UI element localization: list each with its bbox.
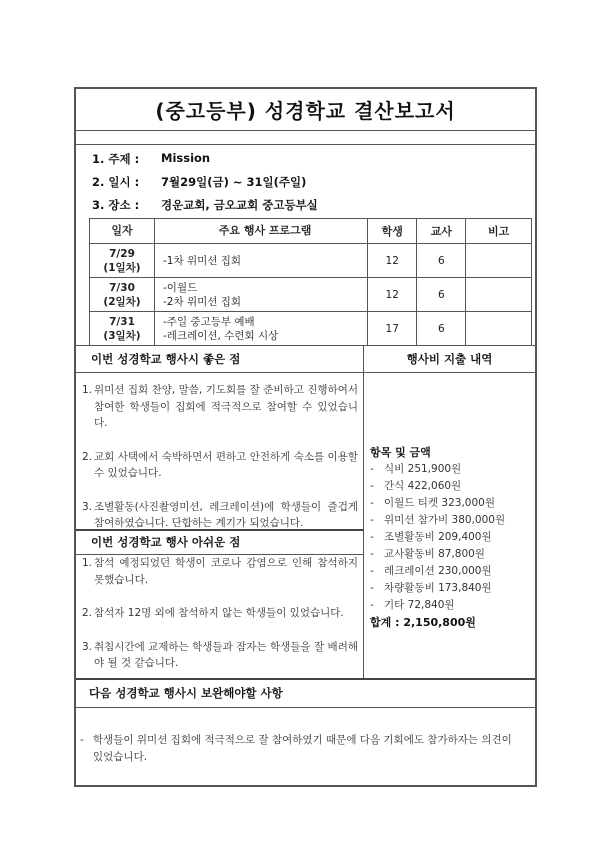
table-header-row [90,219,532,244]
col-header-program: 주요 행사 프로그램 [155,219,368,244]
good-points-list [82,382,358,532]
cell-teachers: 6 [417,244,466,278]
expenses-list [370,444,505,631]
cell-note [466,278,532,312]
date-text: 7/29 [109,247,135,260]
expense-item: - 간식 422,060원 [370,478,505,495]
expense-item: - 위미션 참가비 380,000원 [370,512,505,529]
info-label: 1. 주제 : [92,152,140,166]
expenses-heading: 행사비 지출 내역 [406,351,493,366]
program-line: -1차 위미션 집회 [163,254,242,267]
divider [76,130,535,131]
list-item [82,605,358,622]
expense-amount: 323,000원 [441,497,495,509]
cell-teachers: 6 [417,312,466,346]
program-line: -주일 중고등부 예배 [163,315,255,328]
report-title: (중고등부) 성경학교 결산보고서 [155,99,456,123]
program-line: -이월드 [163,281,198,294]
item-number: 1. [82,557,93,569]
expense-amount: 87,800원 [438,548,485,560]
cell-program [155,312,368,346]
cell-teachers: 6 [417,278,466,312]
expense-item: - 차량활동비 173,840원 [370,580,505,597]
expense-name: 차량활동비 [384,582,435,594]
expense-amount: 422,060원 [407,480,462,492]
total-amount: 2,150,800원 [403,616,476,629]
cell-note [466,244,532,278]
expense-name: 이월드 티켓 [384,497,439,509]
cell-date [90,278,155,312]
expenses-subheading: 항목 및 금액 [370,446,431,459]
info-value: 경운교회, 금오교회 중고등부실 [161,198,318,212]
divider [76,707,535,708]
item-text: 참석 예정되었던 학생이 코로나 감염으로 인해 참석하지 못했습니다. [94,557,358,586]
col-header-students: 학생 [368,219,417,244]
improvement-item: 학생들이 위미션 집회에 적극적으로 잘 참여하였기 때문에 다음 기회에도 참가하자는 의견이 있었습니다. [93,734,512,763]
info-topic [92,151,210,167]
column-divider [363,345,364,678]
expense-item: - 기타 72,840원 [370,597,505,614]
list-item [82,382,358,432]
expense-amount: 72,840원 [407,599,455,611]
expense-name: 기타 [384,599,405,611]
item-text: 취침시간에 교제하는 학생들과 잠자는 학생들을 잘 배려해야 될 것 같습니다. [94,640,358,669]
divider [76,372,363,373]
expense-amount: 230,000원 [438,565,492,577]
day-text: (2일차) [103,295,141,308]
table-row [90,244,532,278]
improvements-text: - 학생들이 위미션 집회에 적극적으로 잘 참여하였기 때문에 다음 기회에도 참가하자는 의견이 있었습니다. [80,732,525,765]
expense-name: 위미션 참가비 [384,514,449,526]
item-text: 조별활동(사진촬영미션, 레크레이션)에 학생들이 즐겁게 참여하였습니다. 단합하는 계기가 되었습니다. [94,500,358,529]
expense-name: 간식 [384,480,405,492]
info-value: Mission [161,151,211,165]
info-value: 7월29일(금) ~ 31일(주일) [161,175,307,189]
list-item [82,555,358,588]
expense-amount: 209,400원 [438,531,492,543]
expense-item: - 식비 251,900원 [370,461,505,478]
expense-name: 식비 [384,463,405,475]
regret-points-list [82,555,358,672]
program-line: -2차 위미션 집회 [163,295,242,308]
item-number: 2. [82,607,93,619]
expense-item: - 이월드 티켓 323,000원 [370,495,505,512]
expense-item: - 교사활동비 87,800원 [370,546,505,563]
expense-name: 조별활동비 [384,531,435,543]
cell-date [90,244,155,278]
expense-name: 레크레이션 [384,565,435,577]
regret-points-heading: 이번 성경학교 행사 아쉬운 점 [91,535,241,549]
item-text: 교회 사택에서 숙박하면서 편하고 안전하게 숙소를 이용할 수 있었습니다. [94,450,358,479]
date-text: 7/30 [109,281,135,294]
divider [76,144,535,145]
day-text: (3일차) [103,329,141,342]
table-row [90,312,532,346]
day-text: (1일차) [103,261,141,274]
expense-item: - 레크레이션 230,000원 [370,563,505,580]
col-header-note: 비고 [466,219,532,244]
info-label: 3. 장소 : [92,198,140,212]
col-header-date: 일자 [90,219,155,244]
cell-date [90,312,155,346]
expenses-total [370,614,505,631]
cell-students: 12 [368,278,417,312]
list-item [82,449,358,482]
expense-amount: 173,840원 [438,582,492,594]
item-number: 3. [82,640,93,653]
cell-note [466,312,532,346]
cell-program [155,278,368,312]
expense-item: - 조별활동비 209,400원 [370,529,505,546]
item-number: 1. [82,384,93,396]
expense-amount: 251,900원 [407,463,462,475]
expense-name: 교사활동비 [384,548,435,560]
schedule-table [89,218,532,346]
list-item [82,499,358,532]
info-label: 2. 일시 : [92,175,140,189]
expense-amount: 380,000원 [451,514,506,526]
cell-students: 12 [368,244,417,278]
item-text: 위미션 집회 찬양, 말씀, 기도회를 잘 준비하고 진행하여서 참여한 학생들이 집회에 적극적으로 참여할 수 있었습니다. [94,384,358,429]
cell-program [155,244,368,278]
info-date [92,174,306,190]
report-page [74,87,537,787]
good-points-heading: 이번 성경학교 행사시 좋은 점 [91,351,241,366]
item-number: 2. [82,450,93,463]
cell-students: 17 [368,312,417,346]
divider [364,372,535,373]
item-text: 참석자 12명 외에 참석하지 않는 학생들이 있었습니다. [94,607,344,619]
improvements-heading: 다음 성경학교 행사시 보완해야할 사항 [89,686,283,700]
date-text: 7/31 [109,315,135,328]
total-label: 합계 : [370,616,400,629]
col-header-teachers: 교사 [417,219,466,244]
program-line: -레크레이션, 수련회 시상 [163,329,279,342]
info-place [92,197,318,213]
list-item [82,639,358,672]
table-row [90,278,532,312]
item-number: 3. [82,500,93,513]
